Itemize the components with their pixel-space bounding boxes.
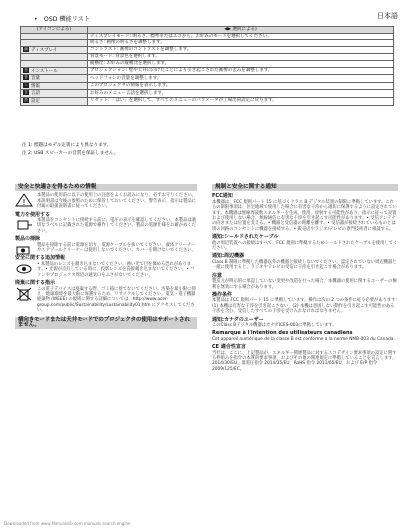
- osd-category-cell: [21, 46, 88, 54]
- osd-description-cell: プロジェクション: 壁や天井に向けたことにより引き起こされた画像の歪みを調整します。: [88, 67, 394, 75]
- osd-description-cell: 縦横比: お好みの縦横比を選択します。: [88, 60, 394, 67]
- osd-category-icon: 台: [24, 67, 28, 72]
- osd-row: [21, 54, 394, 61]
- osd-category-icon: 言: [24, 90, 28, 95]
- right-column: [212, 184, 398, 372]
- right-block-6-heading: 通知:カナダのユーザー: [212, 316, 264, 323]
- regulatory-section-title: 規制と安全に関する通知: [212, 184, 398, 191]
- osd-description-cell: 明るさ: 画像の明るさを調整します。: [88, 40, 394, 47]
- eye-warning-icon: [15, 262, 33, 276]
- right-block-8-text: 当社は、ここに、上記製品が、エネルギー関連製品に対するエコデザイン要求事項の設定に関する枠組みを指令の本質的要求事項、およびその他の関連規定に準拠していることを宣言します。2014/30/EU、低電圧指令 2014/35/EU、RoHS 指令 2011/65/EU、および ErP 指令 2009/125/EC。: [212, 350, 397, 372]
- power-plug-icon: [15, 218, 33, 232]
- osd-category-cell: [21, 90, 88, 98]
- osd-description-cell: お好みのメニュー言語を選択します。: [88, 90, 394, 98]
- osd-row: [21, 75, 394, 83]
- left-block-2-heading: 製品の掃除: [15, 236, 41, 243]
- osd-function-table: [20, 26, 394, 106]
- osd-category-cell: [21, 60, 88, 67]
- osd-category-cell: [21, 33, 88, 40]
- right-block-1-heading: FCC通知: [212, 193, 233, 200]
- warning-icon: [15, 193, 33, 207]
- osd-category-cell: [21, 75, 88, 83]
- osd-category-cell: [21, 97, 88, 105]
- left-block-1-text: 本製品をコンセントに接続する前に、電圧の表示を確認してください。本製品は適切なラベルに記載された電源で操作してください。製品の電源仕様をお確かめください。: [37, 218, 196, 234]
- left-block-2-text: 製品を掃除する前に電源を切り、電源ケーブルを抜いてください。液体クリーナーやエアゾールクリーナーは使用しないでください。カバーを開けないでください。: [37, 242, 196, 254]
- osd-category-label: インストール: [31, 68, 58, 74]
- right-block-4-heading: 注意: [212, 272, 223, 279]
- osd-note-2: 注 2: USB スピーカーの音質を保証しません。: [22, 151, 119, 156]
- osd-description-cell: 背景モード: 背景色を選択します。: [88, 54, 394, 61]
- osd-row: [21, 46, 394, 54]
- osd-row: [21, 40, 394, 47]
- osd-category-icon: 画: [24, 46, 28, 51]
- osd-header-select: ◀▶ 選択による): [88, 27, 394, 34]
- left-block-1-heading: 電力を使用する: [15, 211, 51, 218]
- right-block-5-text: 本製品は FCC 規則パート 15 に準拠しています。操作は次の 2 つの条件に従う必要があります:(1) 本機は有害な干渉を引き起こさない、(2) 本機は意図しない動作を引き起こす可能性のある干渉を含む、受信したすべての干渉を受け入れなければなりません。: [212, 298, 397, 315]
- right-block-6-text: このClass Bデジタル機器はカナダICES-003に準拠しています。: [212, 322, 337, 328]
- osd-category-cell: [21, 82, 88, 90]
- right-block-7-text: Cet appareil numérique de la classe B est conforme a la norme NMB-003 du Canada.: [212, 336, 395, 342]
- right-block-2-text: 他の周辺装置への接続はすべて、FCC 規則に準拠するためシールドされたケーブルを使用してください。: [212, 240, 398, 252]
- osd-row: [21, 82, 394, 90]
- osd-title: • OSD 機能リスト: [34, 16, 91, 23]
- osd-note-1: 注 1: 標題はモデル定義により異なります。: [22, 143, 112, 148]
- svg-text:!: !: [22, 198, 26, 208]
- osd-description-cell: このプロジェクタの情報を表示します。: [88, 82, 394, 90]
- right-block-4-text: 製造元が明示的に承認していない変更や改造を行った場合、本機器の使用に関するユーザーの権利を無効にする場合があります。: [212, 279, 397, 290]
- weee-bin-icon: [15, 287, 33, 301]
- right-block-3-heading: 通知:周辺機器: [212, 253, 245, 260]
- osd-row: [21, 67, 394, 75]
- safety-section-title: 安全と快適さを得るための情報: [15, 184, 197, 191]
- osd-category-label: 設定: [31, 98, 40, 104]
- osd-row: [21, 60, 394, 67]
- osd-category-label: ディスプレイ: [31, 47, 58, 53]
- left-block-4-heading: 廃棄に関する指示: [15, 280, 56, 287]
- osd-description-cell: コントラスト: 画像のコントラストを調整します。: [88, 46, 394, 54]
- right-block-7-heading: Remarque à l'intention des utilisateurs canadiens: [212, 330, 353, 337]
- cleaning-icon: [15, 243, 33, 257]
- right-block-8-heading: CE 適合性宣言: [212, 344, 246, 351]
- osd-description-cell: ディスプレイモード: 明るさ、標準またはエコから、お好みのモードを選択してください。: [88, 33, 394, 40]
- osd-category-icon: i: [23, 83, 29, 88]
- osd-category-cell: [21, 67, 88, 75]
- right-block-2-heading: 通知:シールドされたケーブル: [212, 234, 279, 241]
- osd-row: [21, 33, 394, 40]
- osd-category-label: 言語: [31, 91, 40, 97]
- osd-description-cell: リセット: 「はい」を選択して、すべてのメニューのパラメータが工場出荷設定に戻ります。: [88, 97, 394, 105]
- osd-category-label: 情報: [31, 83, 40, 89]
- ceiling-mode-note: 横向きモードまたは天井モードでのプロジェクタの使用はサポートされません。: [15, 317, 197, 330]
- safety-intro: 本製品の使用前に以下の使用上の注意をよくお読みになり、必ずお守りください。本説明書は今後の参照のために保管しておいてください。警告表示、指示は製品に付属の取扱説明書に従ってください。: [37, 193, 196, 210]
- left-block-4-text: この電子デバイスは廃棄する際、ゴミ箱に捨てないでください。汚染を最小限に抑え、地球環境を最大限に保護するため、リサイクルしてください。電気・電子機器廃棄物 (WEEE) の規則に関する詳細については、http://www.acer-group.com/public/Sustainability/sustainability01.htm にアクセスしてください。: [37, 286, 196, 314]
- left-block-3-text: • 本製品のレンズを覗き込まないでください。強い光で目を傷める恐れがあります。• 光源が点灯している時に、投影レンズを直接覗き込まないでください。• ファンやプロジェクタ周辺の通気口をふさがないでください。: [37, 261, 195, 278]
- left-block-3-heading: 安全に関する追加情報: [15, 255, 66, 262]
- footer-note: Downloaded from www.Manualslib.com manuals search engine: [4, 521, 131, 526]
- right-block-1-text: 本機器は、FCC 規則パート 15 に基づくクラス B デジタル装置の制限に準拠しています。これらの制限事項は、住宅地域で使用した場合に有害な干渉から適切に保護するように設定されています。本機器は無線周波数エネルギーを生成、使用、放射する可能性があり、指示に従って設置および使用しない場合、無線通信に有害な干渉を引き起こす可能性があります。• 受信アンテナの向きまたは位置を変える。• 機器と受信器の距離を離す。• 受信器が接続されているものとは別の回路のコンセントに機器を接続する。• 販売店やラジオ/テレビの専門技術者に相談する。: [212, 199, 397, 232]
- osd-category-cell: [21, 40, 88, 47]
- right-block-3-text: Class B 制限に準拠した機器以外の機器と接続しないでください。認定されていない周辺機器と一緒に使用すると、ラジオやテレビの受信に干渉を引き起こす場合があります。: [212, 259, 397, 271]
- osd-row: [21, 97, 394, 105]
- osd-category-icon: 設: [24, 97, 28, 102]
- osd-row: [21, 90, 394, 98]
- right-block-5-heading: 操作条件: [212, 291, 233, 298]
- left-column: [15, 184, 197, 329]
- osd-description-cell: ヘッドフォンの音量を調整します。: [88, 75, 394, 83]
- osd-header-icon: (アイコンによる): [21, 27, 88, 34]
- osd-category-cell: [21, 54, 88, 61]
- osd-category-icon: 音: [24, 75, 28, 80]
- osd-category-label: 音量: [31, 76, 40, 82]
- language-label: 日本語: [377, 12, 398, 20]
